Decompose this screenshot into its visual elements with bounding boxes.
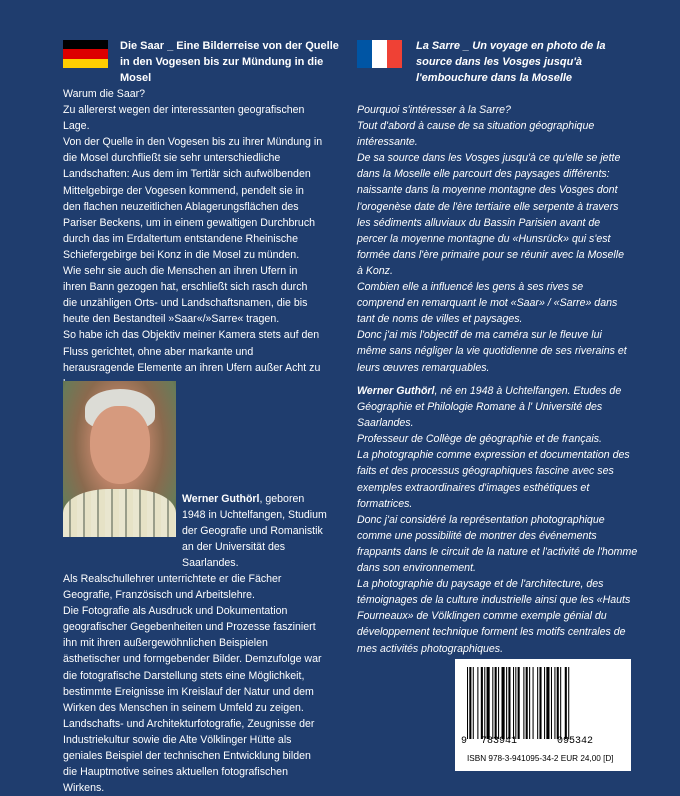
barcode-digit-group2: 095342 xyxy=(557,736,594,747)
paragraph: La photographie comme expression et documentation des faits et des processus géographiques fascine avec ses exemples extraordinaires d'images esthétiques et formatrices. xyxy=(357,449,630,510)
german-title: Die Saar _ Eine Bilderreise von der Quelle in den Vogesen bis zur Mündung in die Mosel xyxy=(120,40,339,84)
barcode-bar xyxy=(568,667,569,739)
barcode-bar xyxy=(551,667,552,739)
barcode-bar xyxy=(484,667,485,739)
barcode-digit-group1: 783941 xyxy=(481,736,518,747)
barcode-bar xyxy=(487,667,490,739)
author-photo xyxy=(63,381,176,537)
paragraph: Die Fotografie als Ausdruck und Dokumentation geografischer Gegebenheiten und Prozesse fasziniert ihn mit ihren außergewöhnlichen Beispielen ästhetischer und formgebender Bilder. Demzufolge war die fotografische Darstellung stets eine Möglichkeit, bestimmte Ereignisse im Kreislauf der Natur und dem Wirken des Menschen in seinem Umfeld zu zeigen. Landschafts- und Architekturfotografie, Zeugnisse der Industriekultur sowie die Alte Völklinger Hütte als geniales Beispiel der technischen Entwicklung bilden die Hauptmotive seines aktuellen fotografischen Wirkens. xyxy=(63,605,322,795)
german-intro-text xyxy=(63,86,323,392)
paragraph: Wie sehr sie auch die Menschen an ihren Ufern in ihren Bann gezogen hat, erschließt sich rasch durch die unzähligen Orts- und Landschaftsnamen, die bis heute den Bestandteil »Saar«/»Sarre« tragen. xyxy=(63,265,308,326)
paragraph: Von der Quelle in den Vogesen bis zu ihrer Mündung in die Mosel durchfließt sie sehr unterschiedliche Landschaften: Aus dem im Tertiär sich aufwölbenden Mittelgebirge der Vogesen kommend, pendelt sie in den flachen neuzeitlichen Ablagerungsflächen des Pariser Beckens, um in einem gewaltigen Durchbruch durch das im Erdaltertum entstandene Rheinische Schiefergebirge bei Konz in die Mosel zu münden. xyxy=(63,136,323,261)
barcode-bar xyxy=(469,667,471,739)
paragraph: Warum die Saar? xyxy=(63,88,146,100)
paragraph: Zu allererst wegen der interessanten geografischen Lage. xyxy=(63,104,305,133)
author-name: Werner Guthörl xyxy=(182,493,260,505)
paragraph: Professeur de Collège de géographie et de français. xyxy=(357,433,602,446)
barcode-bar xyxy=(526,667,528,739)
barcode-bar xyxy=(554,667,555,739)
barcode-bars xyxy=(467,667,619,739)
barcode-digit-first: 9 xyxy=(461,736,468,747)
german-flag-icon xyxy=(63,40,108,68)
barcode-bar xyxy=(529,667,530,739)
barcode-bar xyxy=(513,667,514,739)
german-bio xyxy=(63,571,327,796)
barcode-bar xyxy=(467,667,468,739)
isbn-barcode xyxy=(455,659,631,771)
barcode-bar xyxy=(506,667,507,739)
paragraph: So habe ich das Objektiv meiner Kamera stets auf den Fluss gerichtet, ohne aber markante und herausragende Elemente an ihren Ufern außer Acht zu xyxy=(63,329,321,374)
barcode-bar xyxy=(537,667,538,739)
isbn-price: ISBN 978-3-941095-34-2 EUR 24,00 [D] xyxy=(467,754,614,763)
barcode-bar xyxy=(565,667,567,739)
barcode-bar xyxy=(557,667,559,739)
barcode-bar xyxy=(492,667,493,739)
paragraph: De sa source dans les Vosges jusqu'à ce qu'elle se jette dans la Moselle elle parcourt des paysages différents: naissante dans la moyenne montagne des Vosges dont l'orogenèse date de l'ère tertiaire elle serpente à travers les sédiments alluviaux du Bassin Parisien avant de percer la moyenne montagne du «Hunsrück» qui s'est formée dans l'ère primaire pour se réunir avec la Moselle à Konz. xyxy=(357,152,624,277)
barcode-bar xyxy=(495,667,497,739)
french-intro-text xyxy=(357,102,632,376)
barcode-bar xyxy=(560,667,561,739)
barcode-bar xyxy=(508,667,510,739)
barcode-bar xyxy=(502,667,505,739)
paragraph: Als Realschullehrer unterrichtete er die Fächer Geografie, Französisch und Arbeitslehre. xyxy=(63,573,282,602)
barcode-bar xyxy=(523,667,524,739)
paragraph: La photographie du paysage et de l'architecture, des témoignages de la culture industrielle ainsi que les «Hauts Fourneaux» de Völklingen comme exemple génial du développement technique forment les motifs centrales de mes activités photographiques. xyxy=(357,578,631,655)
barcode-bar xyxy=(498,667,499,739)
paragraph: Pourquoi s'intéresser à la Sarre? xyxy=(357,104,511,116)
barcode-bar xyxy=(539,667,541,739)
barcode-bar xyxy=(546,667,549,739)
barcode-bar xyxy=(515,667,516,739)
paragraph: Combien elle a influencé les gens à ses rives se comprend en remarquant le mot «Saar» / «Sarre» dans tant de noms de villes et paysages. xyxy=(357,281,618,326)
barcode-bar xyxy=(481,667,483,739)
paragraph: Donc j'ai mis l'objectif de ma caméra sur le fleuve lui même sans négliger la vie quotidienne de ses riverains et leurs œuvres remarquables. xyxy=(357,329,627,374)
barcode-bar xyxy=(518,667,520,739)
barcode-bar xyxy=(533,667,534,739)
bio-intro-text: , né en 1948 à Uchtelfangen. Etudes de Géographie et Philologie Romane à l' Université des Saarlandes. xyxy=(357,385,622,430)
barcode-bar xyxy=(477,667,478,739)
french-bio xyxy=(357,383,642,657)
author-name: Werner Guthörl xyxy=(357,385,435,397)
german-bio-intro xyxy=(182,491,327,571)
paragraph: Tout d'abord à cause de sa situation géographique intéressante. xyxy=(357,120,595,149)
paragraph: Donc j'ai considéré la représentation photographique comme une possibilité de montrer des événements frappants dans le circuit de la nature et l'activité de l'homme dans son environnement. xyxy=(357,513,638,575)
bio-intro-text: , geboren 1948 in Uchtelfangen, Studium der Geografie und Romanistik an der Universität des Saarlandes. xyxy=(182,493,327,570)
barcode-bar xyxy=(544,667,545,739)
french-flag-icon xyxy=(357,40,402,68)
french-title: La Sarre _ Un voyage en photo de la source dans les Vosges jusqu'à l'embouchure dans la Moselle xyxy=(416,40,606,84)
barcode-bar xyxy=(473,667,474,739)
